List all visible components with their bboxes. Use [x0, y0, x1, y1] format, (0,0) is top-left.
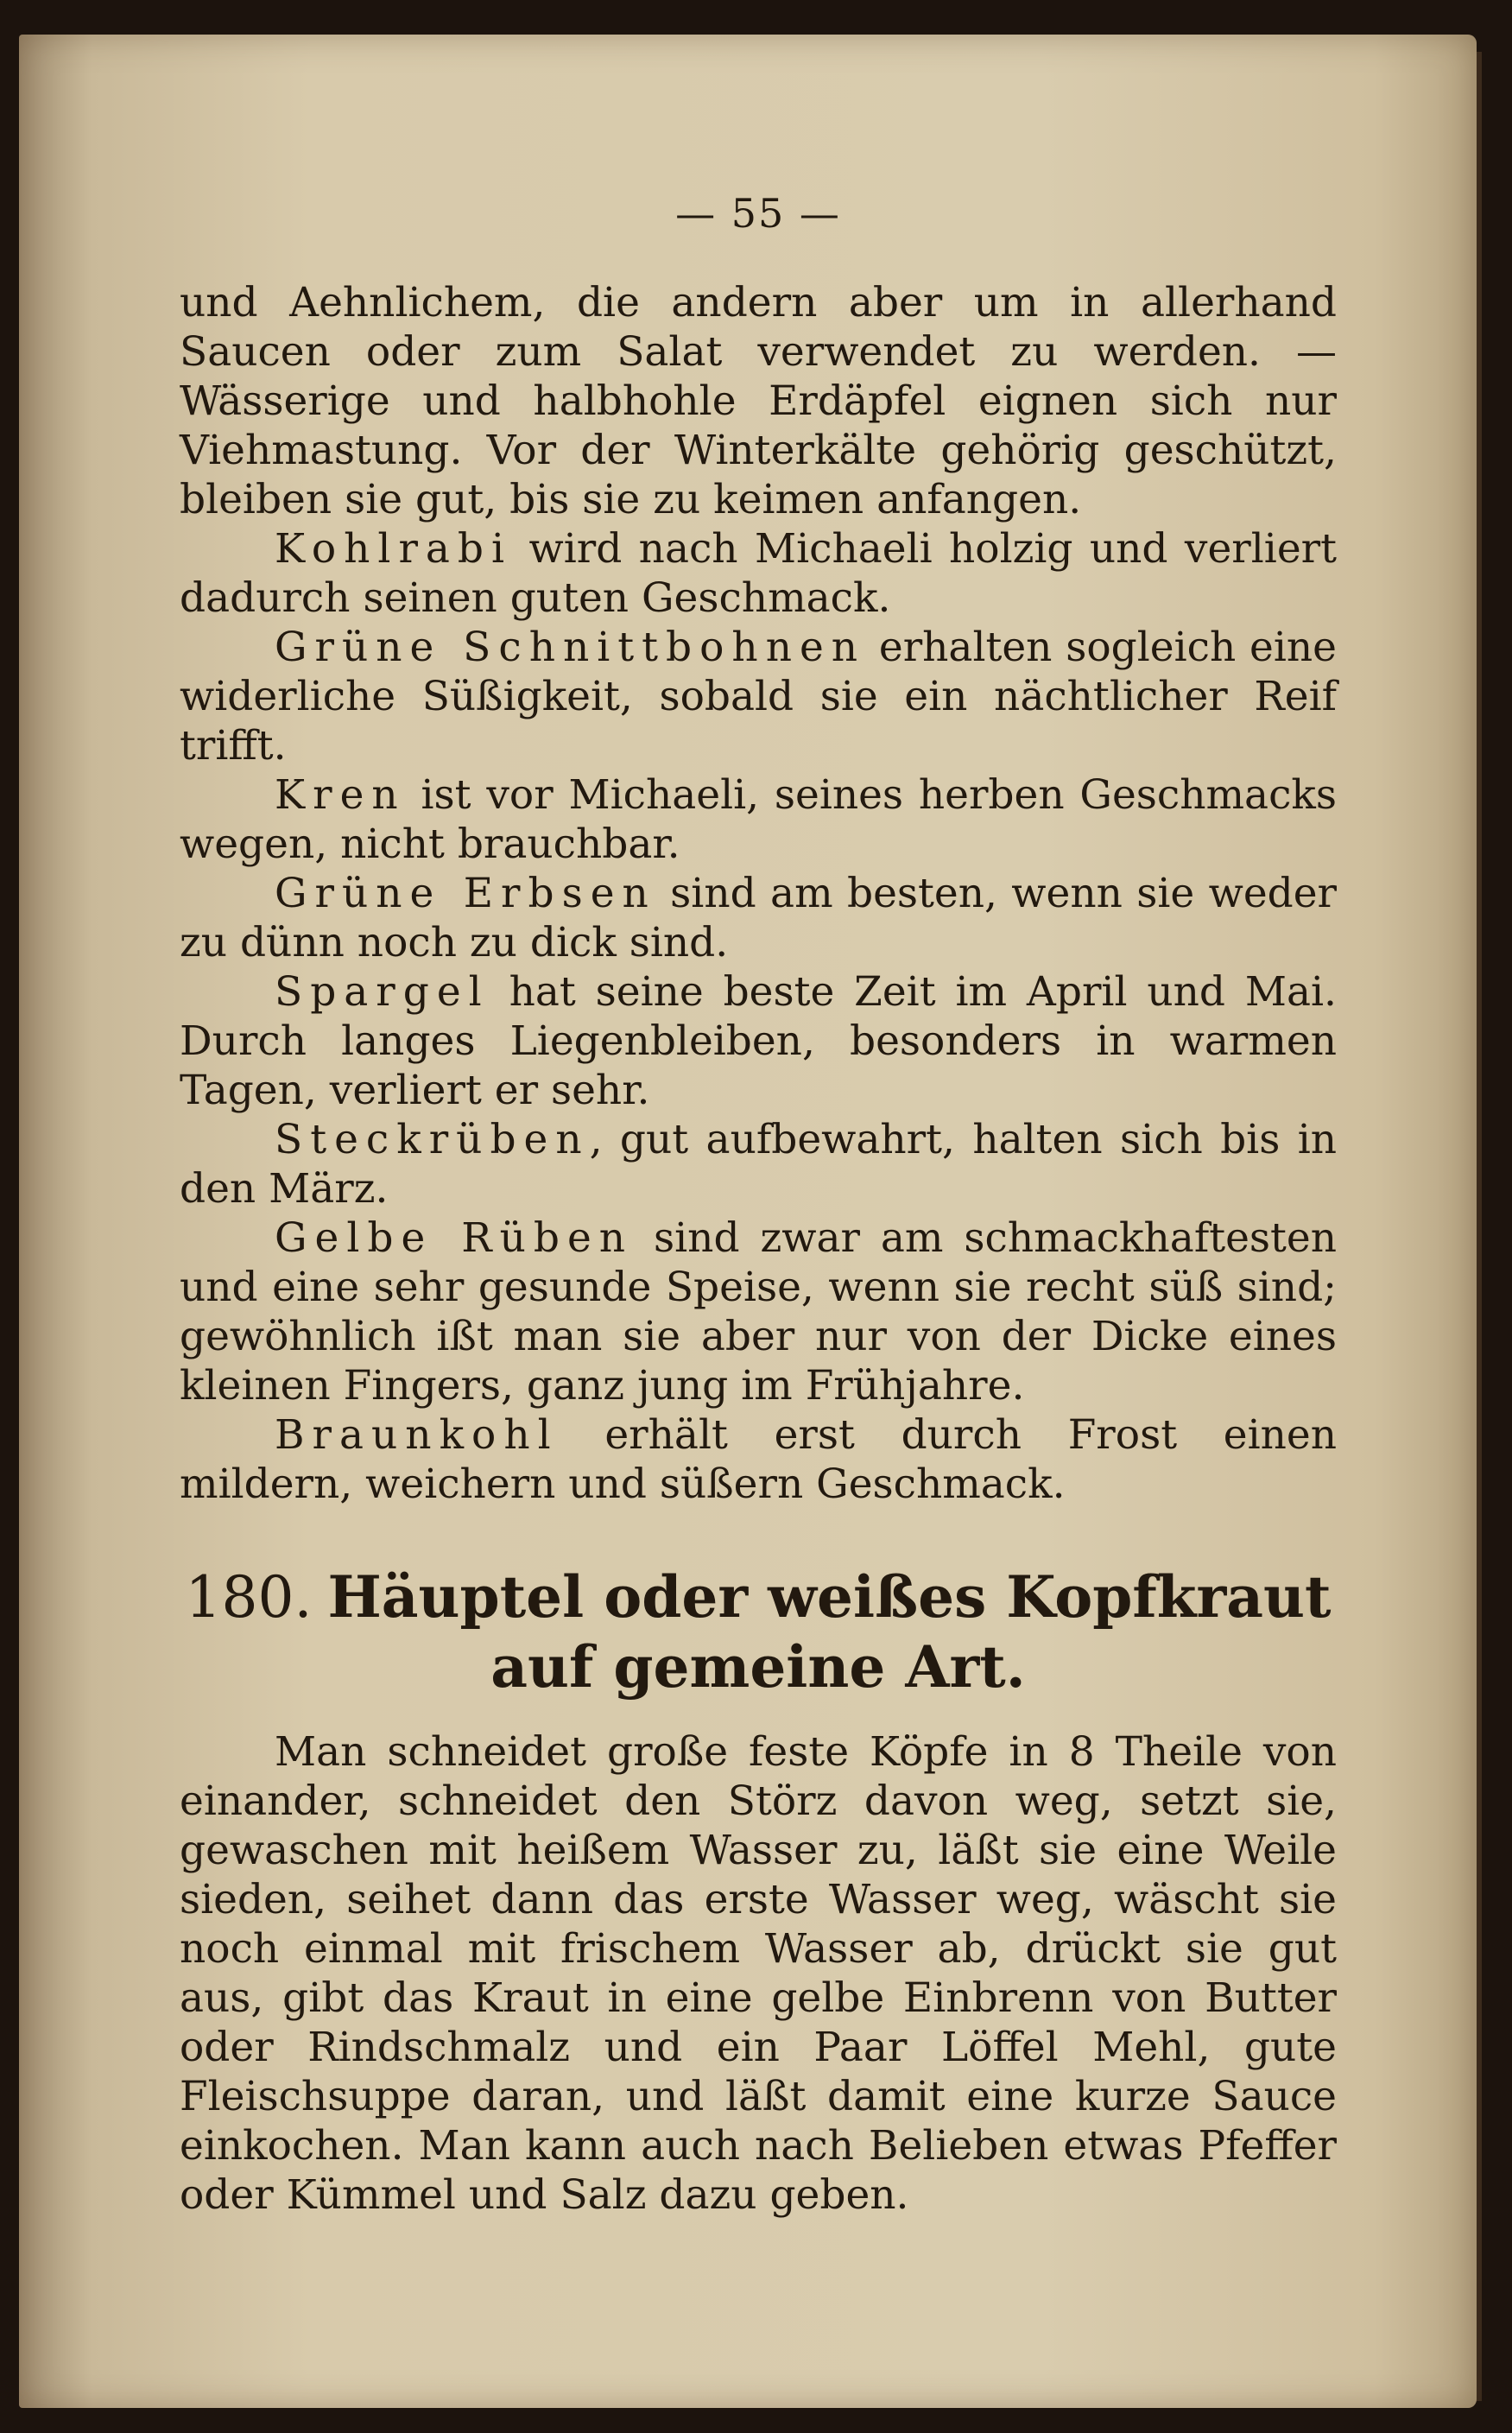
- recipe-number: 180.: [185, 1564, 313, 1631]
- paragraph-text: und Aehnlichem, die andern aber um in allerhand Saucen oder zum Salat verwendet zu werden. — Wässerige und halbhohle Erdäpfel eignen sich nur Viehmastung. Vor der Winterkälte gehörig geschützt, bleiben sie gut, bis sie zu keimen anfangen.: [180, 279, 1337, 523]
- paragraph-gelbe-rueben: [180, 1213, 1337, 1410]
- paragraph-text: erhalten sogleich eine widerliche Süßigkeit, sobald sie ein nächtlicher Reif trifft.: [180, 624, 1337, 770]
- paragraph-intro: [180, 278, 1337, 524]
- paragraph-braunkohl: [180, 1410, 1337, 1509]
- paragraph-erbsen: [180, 869, 1337, 967]
- spaced-term: Gelbe Rüben: [275, 1214, 634, 1262]
- spaced-term: Braunkohl: [275, 1411, 559, 1459]
- paragraph-text: hat seine beste Zeit im April und Mai. Durch langes Liegenbleiben, besonders in warmen Tagen, verliert er sehr.: [180, 968, 1337, 1114]
- page-text-block: [180, 190, 1337, 2220]
- paragraph-schnittbohnen: [180, 623, 1337, 770]
- paragraph-text: erhält erst durch Frost einen mildern, weichern und süßern Geschmack.: [180, 1411, 1337, 1508]
- spaced-term: Grüne Schnittbohnen: [275, 624, 866, 671]
- paragraph-text: , gut aufbewahrt, halten sich bis in den März.: [180, 1116, 1337, 1213]
- paragraph-kohlrabi: [180, 524, 1337, 623]
- page-number: — 55 —: [675, 190, 841, 237]
- paragraph-text: sind zwar am schmackhaftesten und eine sehr gesunde Speise, wenn sie recht süß sind; gewöhnlich ißt man sie aber nur von der Dicke eines kleinen Fingers, ganz jung im Frühjahre.: [180, 1214, 1338, 1410]
- paragraph-spargel: [180, 967, 1337, 1115]
- paragraph-text: ist vor Michaeli, seines herben Geschmacks wegen, nicht brauchbar.: [180, 771, 1337, 868]
- spaced-term: Grüne Erbsen: [275, 870, 656, 917]
- paragraph-kren: [180, 770, 1337, 869]
- spaced-term: Kren: [275, 771, 406, 819]
- paragraph-text: sind am besten, wenn sie weder zu dünn noch zu dick sind.: [180, 870, 1338, 966]
- paragraph-text: wird nach Michaeli holzig und verliert dadurch seinen guten Geschmack.: [180, 525, 1337, 622]
- paragraph-steckrueben: [180, 1115, 1337, 1213]
- spaced-term: Kohlrabi: [275, 525, 513, 573]
- spaced-term: Spargel: [275, 968, 490, 1016]
- recipe-text: Man schneidet große feste Köpfe in 8 Theile von einander, schneidet den Störz davon weg, setzt sie, gewaschen mit heißem Wasser zu, läßt sie eine Weile sieden, seihet dann das erste Wasser weg, wäscht sie noch einmal mit frischem Wasser ab, drückt sie gut aus, gibt das Kraut in eine gelbe Einbrenn von Butter oder Rindschmalz und ein Paar Löffel Mehl, gute Fleischsuppe daran, und läßt damit eine kurze Sauce einkochen. Man kann auch nach Belieben etwas Pfeffer oder Kümmel und Salz dazu geben.: [180, 1728, 1337, 2219]
- recipe-title: Häuptel oder weißes Kopfkraut auf gemeine Art.: [327, 1563, 1332, 1701]
- recipe-heading: [180, 1562, 1337, 1701]
- spaced-term: Steckrüben: [275, 1116, 590, 1163]
